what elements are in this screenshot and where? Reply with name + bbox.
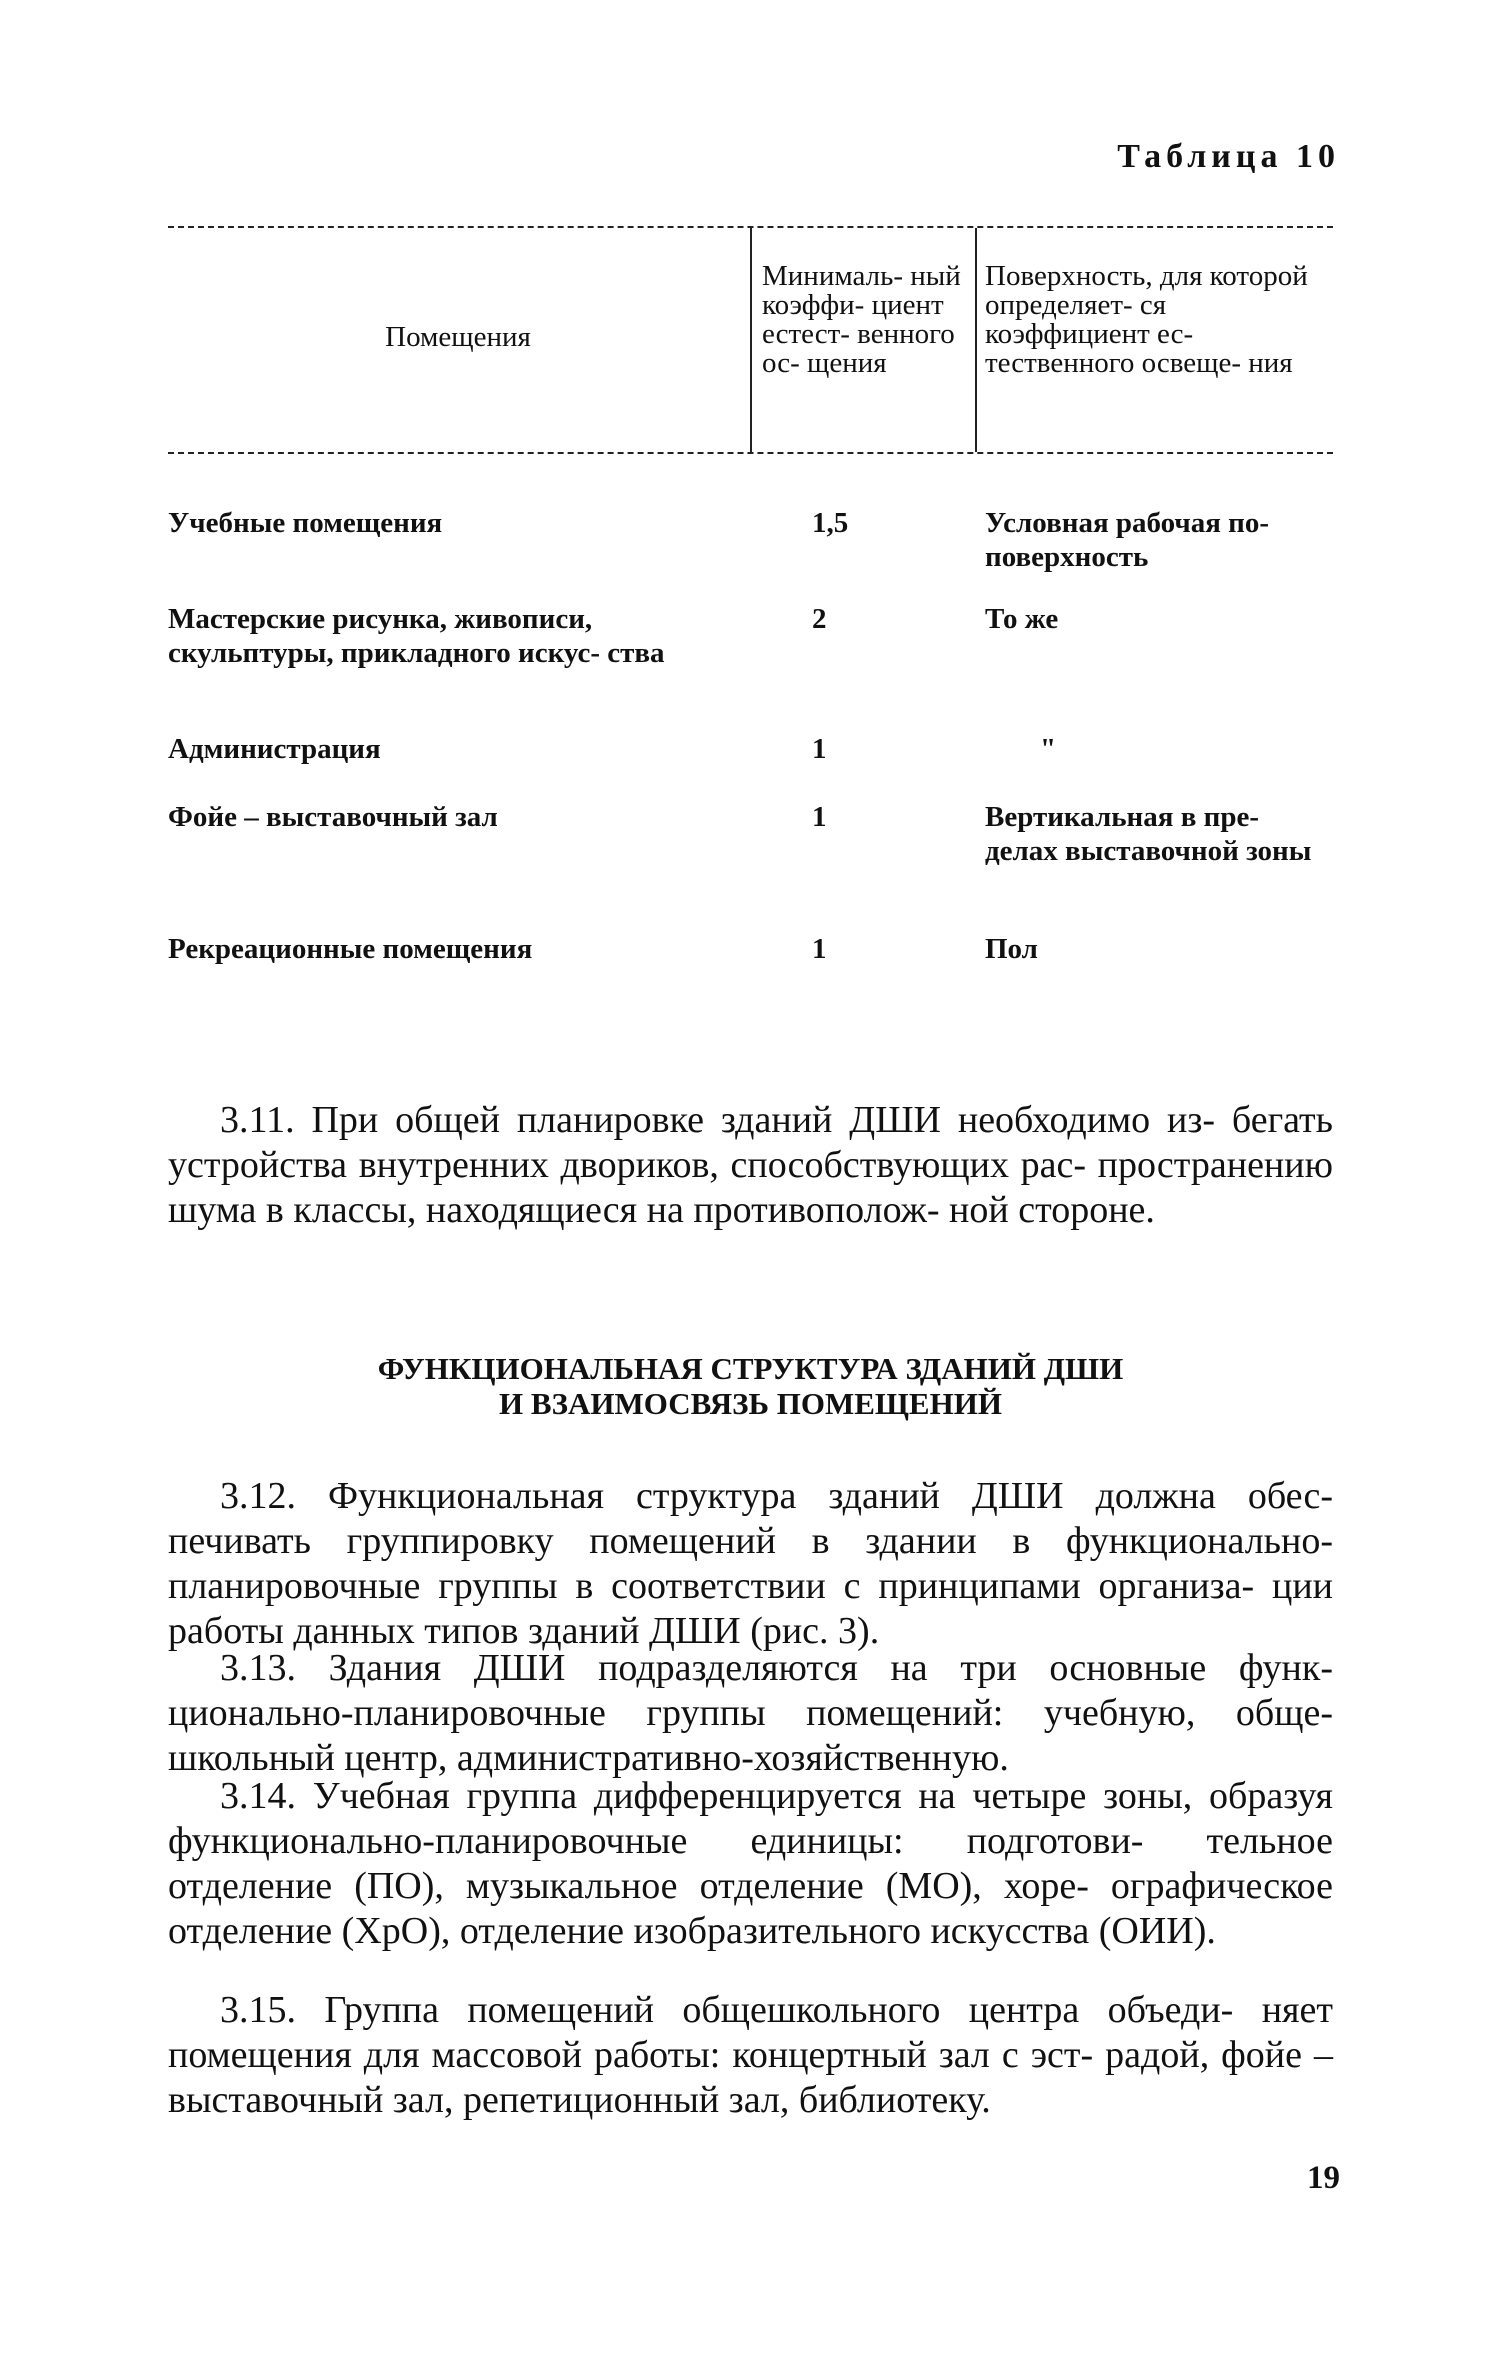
row-surface: Пол <box>985 933 1038 965</box>
header-surface: Поверхность, для которой определяет- ся коэффициент ес- тественного освеще- ния <box>985 260 1308 379</box>
paragraph-3-11: 3.11. При общей планировке зданий ДШИ необходимо из- бегать устройства внутренних двориков, способствующих рас- пространению шума в классы, находящиеся на противополож- ной стороне. <box>168 1099 1333 1231</box>
table-caption: Таблица 10 <box>1117 138 1340 175</box>
paragraph-3-13: 3.13. Здания ДШИ подразделяются на три основные функ- ционально-планировочные группы помещений: учебную, обще- школьный центр, административно-хозяйственную. <box>168 1647 1333 1779</box>
row-room: Рекреационные помещения <box>168 933 533 965</box>
header-coefficient: Минималь- ный коэффи- циент естест- венного ос- щения <box>762 260 961 379</box>
table-column-divider-2 <box>975 228 977 452</box>
row-coef: 2 <box>812 603 827 635</box>
row-surface: Условная рабочая по- поверхность <box>985 507 1270 573</box>
table-column-divider-1 <box>750 228 752 452</box>
row-surface: То же <box>985 603 1059 635</box>
row-room: Администрация <box>168 733 381 765</box>
row-surface: Вертикальная в пре- делах выставочной зоны <box>985 801 1312 867</box>
row-surface: " <box>1040 733 1057 765</box>
section-heading-line-1: ФУНКЦИОНАЛЬНАЯ СТРУКТУРА ЗДАНИЙ ДШИ <box>377 1351 1124 1386</box>
row-coef: 1 <box>812 733 827 765</box>
row-coef: 1 <box>812 801 827 833</box>
row-room: Учебные помещения <box>168 507 443 539</box>
page-number: 19 <box>1307 2160 1340 2196</box>
row-room: Фойе – выставочный зал <box>168 801 498 833</box>
paragraph-3-14: 3.14. Учебная группа дифференцируется на четыре зоны, образуя функционально-планировочные единицы: подготови- тельное отделение (ПО), музыкальное отделение (МО), хоре- ографическое отделение (ХрО), отделение изобразительного искусства (ОИИ). <box>168 1775 1333 1952</box>
table-header-rule <box>168 452 1333 454</box>
row-coef: 1 <box>812 933 827 965</box>
paragraph-3-15: 3.15. Группа помещений общешкольного центра объеди- няет помещения для массовой работы: концертный зал с эст- радой, фойе – выставочный зал, репетиционный зал, библиотеку. <box>168 1989 1333 2121</box>
section-heading-line-2: И ВЗАИМОСВЯЗЬ ПОМЕЩЕНИЙ <box>499 1386 1002 1421</box>
paragraph-3-12: 3.12. Функциональная структура зданий ДШИ должна обес- печивать группировку помещений в здании в функционально- планировочные группы в соответствии с принципами организа- ции работы данных типов зданий ДШИ (рис. 3). <box>168 1475 1333 1652</box>
header-rooms: Помещения <box>385 321 531 353</box>
row-coef: 1,5 <box>812 507 849 539</box>
row-room: Мастерские рисунка, живописи, скульптуры, прикладного искус- ства <box>168 603 665 669</box>
